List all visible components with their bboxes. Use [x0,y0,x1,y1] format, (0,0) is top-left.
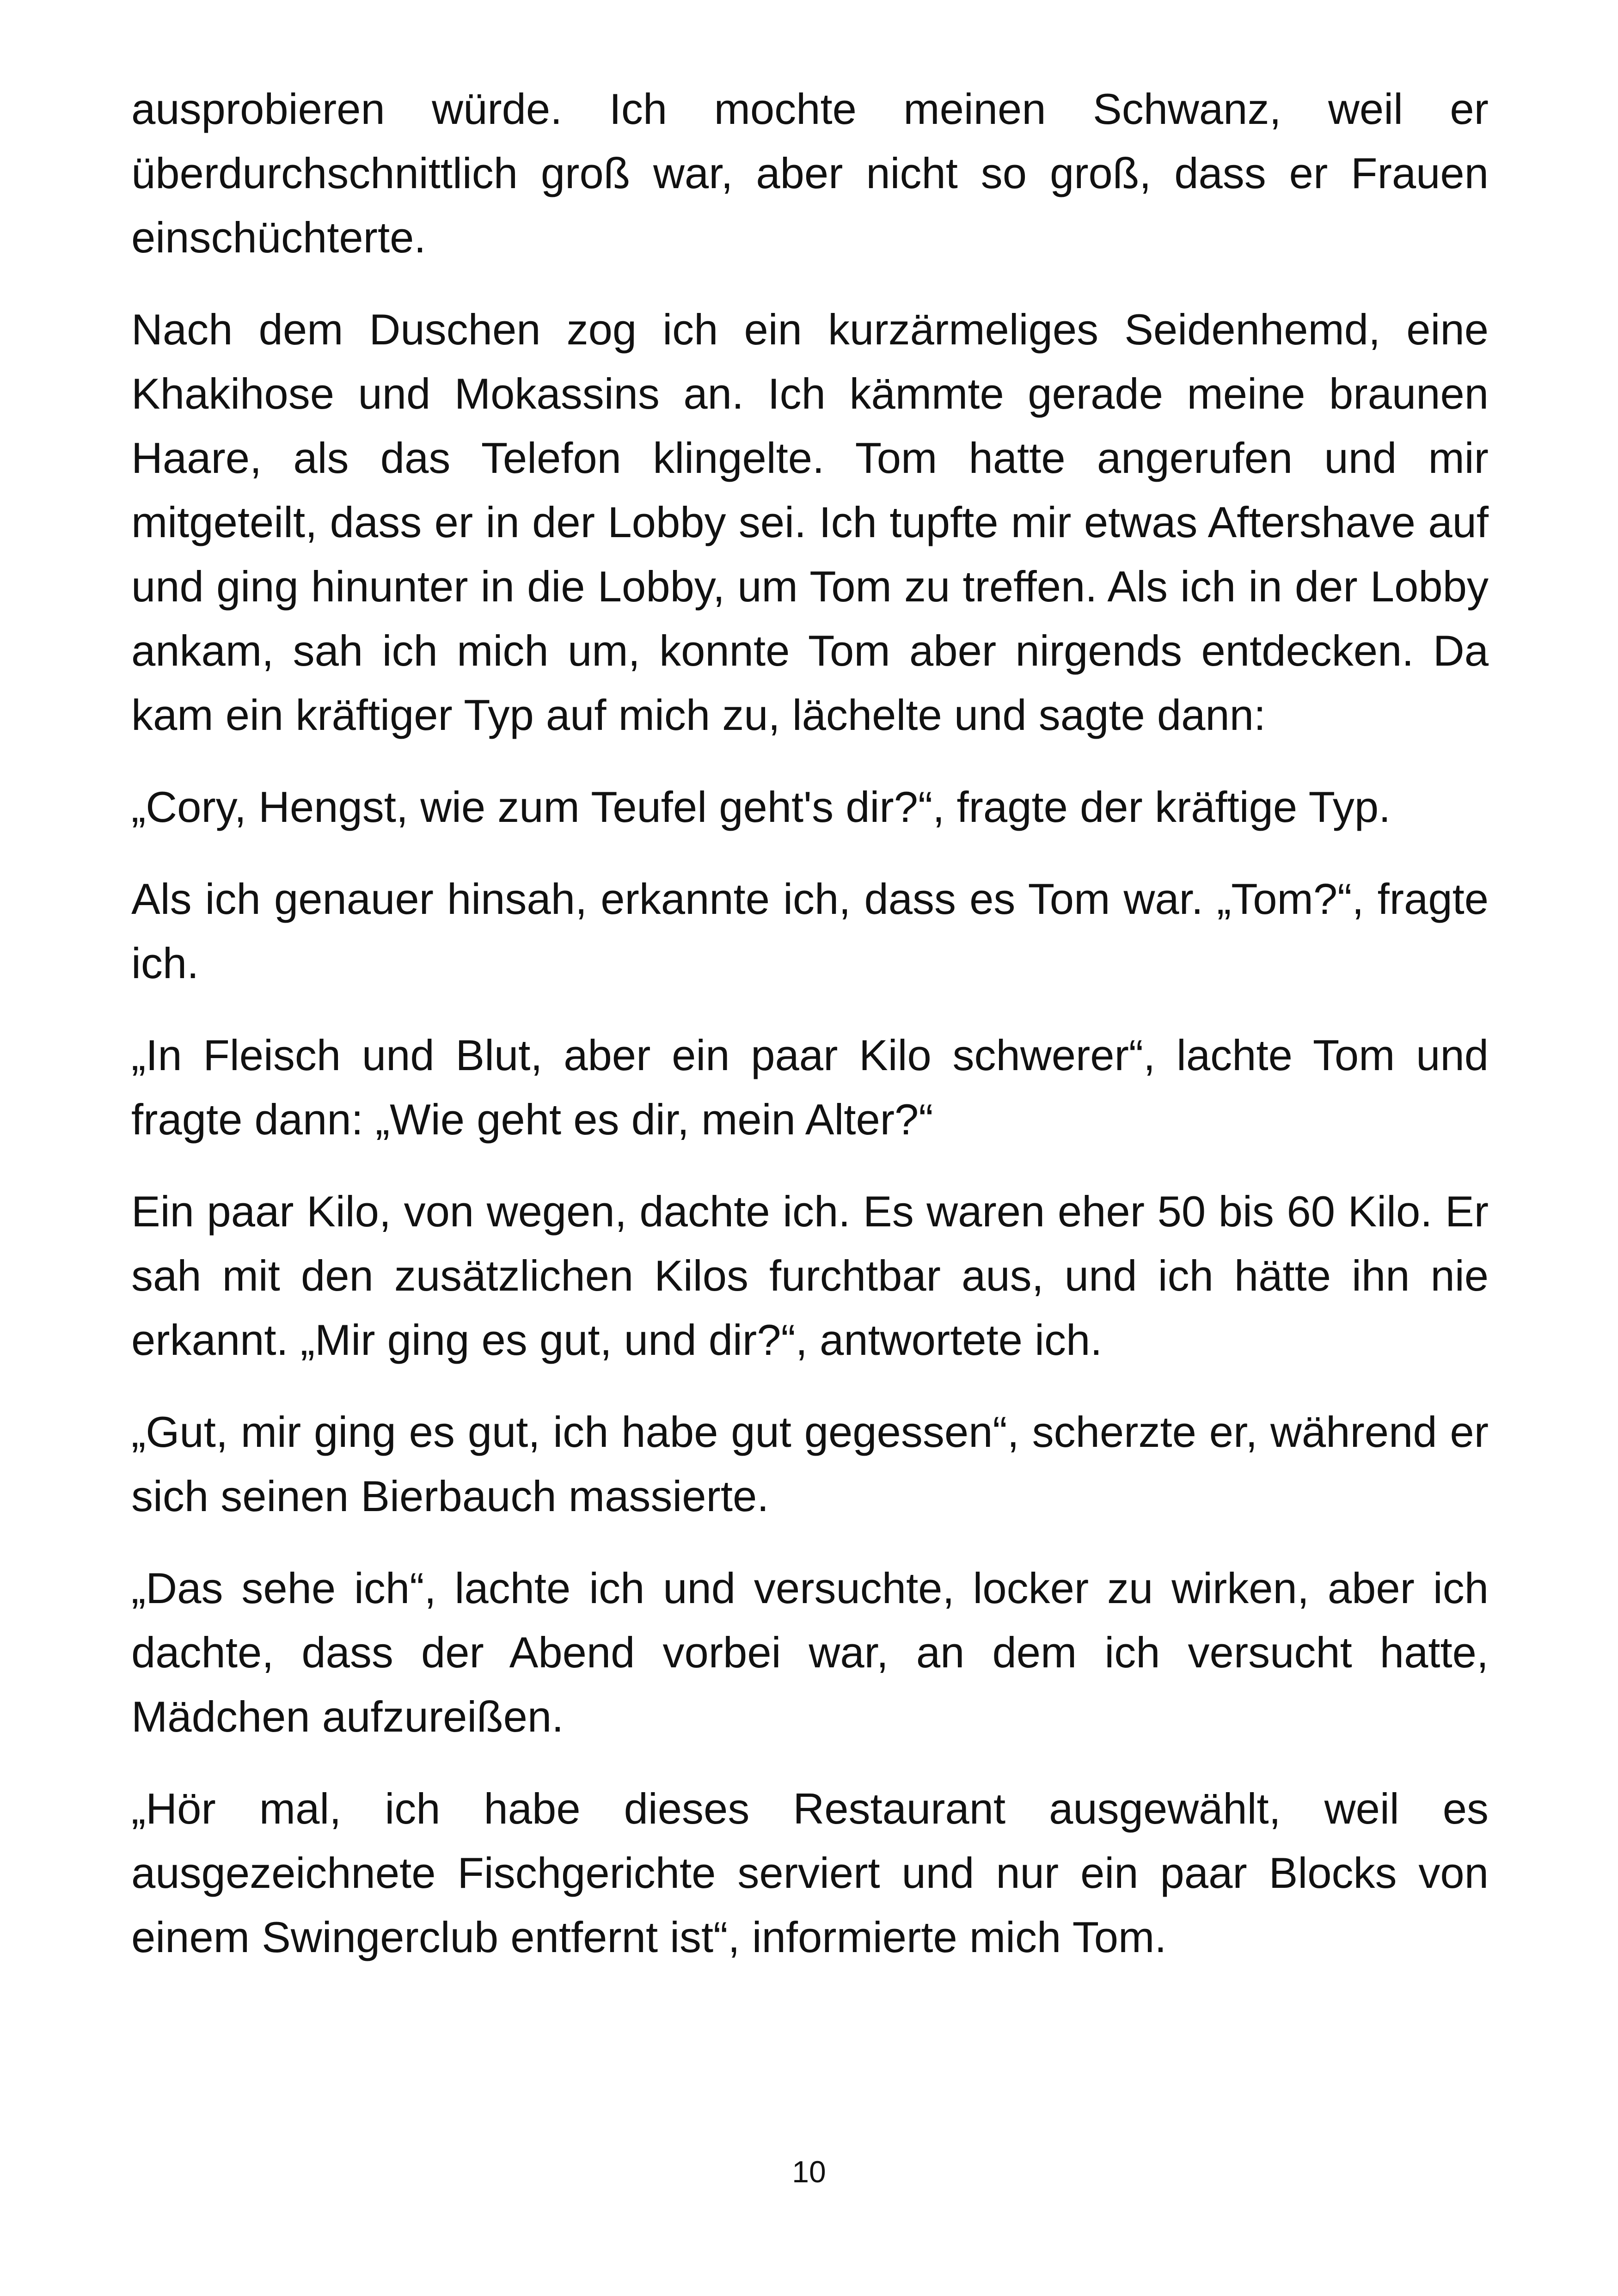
paragraph: „Gut, mir ging es gut, ich habe gut gegessen“, scherzte er, während er sich seinen Bierbauch massierte. [131,1408,1489,1520]
paragraph: „Hör mal, ich habe dieses Restaurant ausgewählt, weil es ausgezeichnete Fischgerichte serviert und nur ein paar Blocks von einem Swingerclub entfernt ist“, informierte mich Tom. [131,1784,1489,1961]
page-number: 10 [792,2155,826,2189]
text-body [131,77,1489,1997]
paragraph: ausprobieren würde. Ich mochte meinen Schwanz, weil er überdurchschnittlich groß war, aber nicht so groß, dass er Frauen einschüchterte. [131,85,1489,262]
paragraph: Als ich genauer hinsah, erkannte ich, dass es Tom war. „Tom?“, fragte ich. [131,875,1489,987]
paragraph: Ein paar Kilo, von wegen, dachte ich. Es waren eher 50 bis 60 Kilo. Er sah mit den zusätzlichen Kilos furchtbar aus, und ich hätte ihn nie erkannt. „Mir ging es gut, und dir?“, antwortete ich. [131,1187,1489,1364]
paragraph: „In Fleisch und Blut, aber ein paar Kilo schwerer“, lachte Tom und fragte dann: „Wie geht es dir, mein Alter?“ [131,1031,1489,1144]
paragraph: „Das sehe ich“, lachte ich und versuchte, locker zu wirken, aber ich dachte, dass der Abend vorbei war, an dem ich versucht hatte, Mädchen aufzureißen. [131,1564,1489,1741]
paragraph: Nach dem Duschen zog ich ein kurzärmeliges Seidenhemd, eine Khakihose und Mokassins an. Ich kämmte gerade meine braunen Haare, als das Telefon klingelte. Tom hatte angerufen und mir mitgeteilt, dass er in der Lobby sei. Ich tupfte mir etwas Aftershave auf und ging hinunter in die Lobby, um Tom zu treffen. Als ich in der Lobby ankam, sah ich mich um, konnte Tom aber nirgends entdecken. Da kam ein kräftiger Typ auf mich zu, lächelte und sagte dann: [131,305,1489,739]
paragraph: „Cory, Hengst, wie zum Teufel geht's dir?“, fragte der kräftige Typ. [131,783,1391,831]
